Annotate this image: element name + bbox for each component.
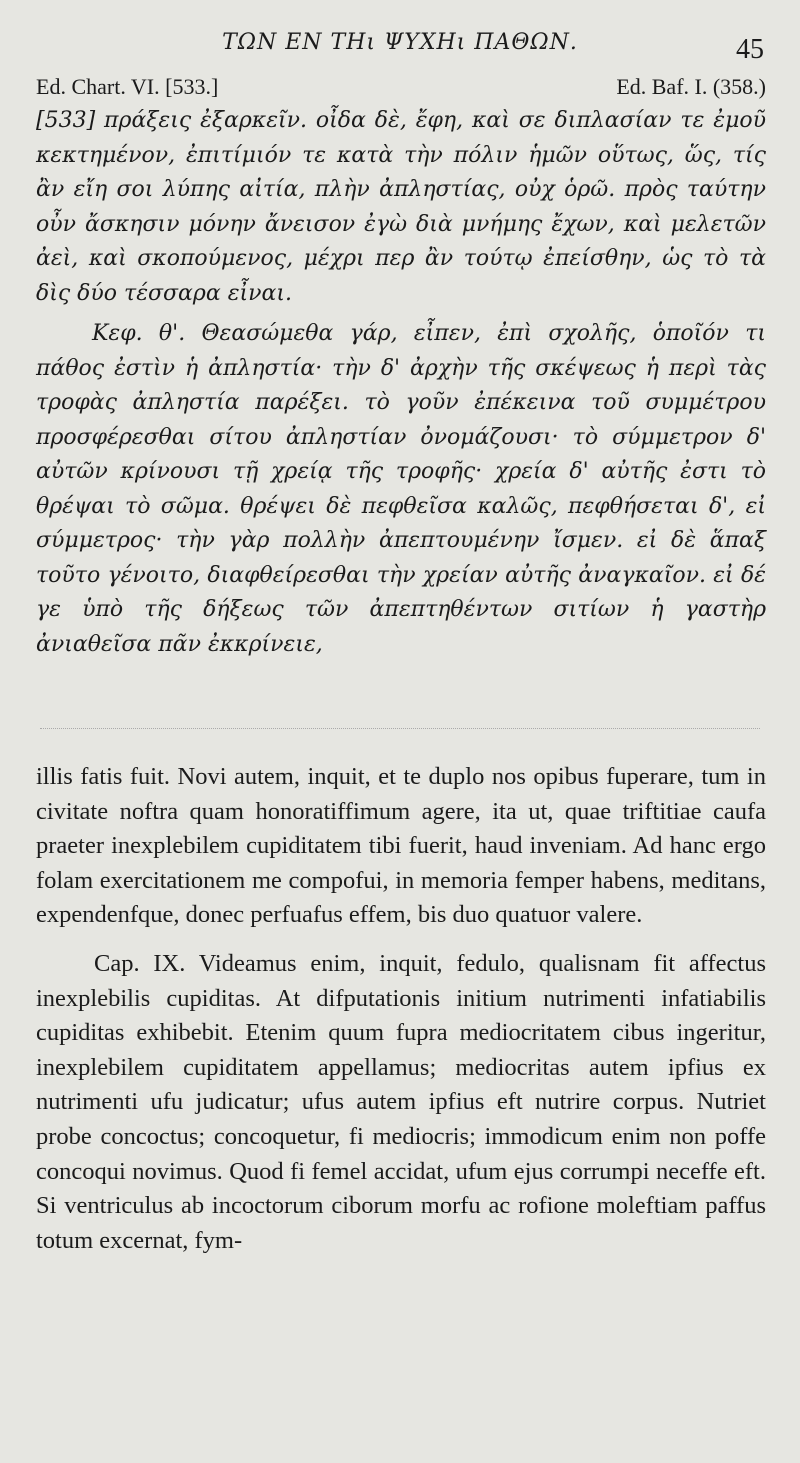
greek-paragraph-2: Κεφ. θ'. Θεασώμεθα γάρ, εἶπεν, ἐπὶ σχολῆς, ὁποῖόν τι πάθος ἐστὶν ἡ ἀπληστία· τὴν δ' ἀρχὴν τῆς σκέψεως ἡ περὶ τὰς τροφὰς ἀπληστία παρέξει. τὸ γοῦν ἐπέκεινα τοῦ συμμέτρου προσφέρεσθαι σίτου ἀπληστίαν ὀνομάζουσι· τὸ σύμμετρον δ' αὐτῶν κρίνουσι τῇ χρείᾳ τῆς τροφῆς· χρεία δ' αὐτῆς ἐστι τὸ θρέψαι τὸ σῶμα. θρέψει δὲ πεφθεῖσα καλῶς, πεφθήσεται δ', εἰ σύμμετρος· τὴν γὰρ πολλὴν ἀπεπτουμένην ἴσμεν. εἰ δὲ ἅπαξ τοῦτο γένοιτο, διαφθείρεσθαι τὴν χρείαν αὐτῆς ἀναγκαῖον. εἰ δέ γε ὑπὸ τῆς δήξεως τῶν ἀπεπτηθέντων σιτίων ἡ γαστὴρ ἀνιαθεῖσα πᾶν ἐκκρίνειε, — [36, 321, 766, 657]
latin-paragraph-1: illis fatis fuit. Novi autem, inquit, et te duplo nos opibus fuperare, tum in civitate noftra quam honoratiffimum agere, ita ut, quae triftitiae caufa praeter inexplebilem cupiditatem tibi fuerit, haud inveniam. Ad hanc ergo folam exercitationem me compofui, in memoria femper habens, meditans, expendenfque, donec perfuafus effem, bis duo quatuor valere. — [36, 763, 766, 929]
running-title: ΤΩΝ ΕΝ ΤΗι ΨΥΧΗι ΠΑΘΩΝ. — [222, 30, 578, 55]
page-number: 45 — [736, 34, 764, 65]
latin-paragraph-2: Cap. IX. Videamus enim, inquit, fedulo, qualisnam fit affectus inexplebilis cupiditas. At difputationis initium nutrimenti infatiabilis cupiditas exhibebit. Etenim quum fupra mediocritatem cibus ingeritur, inexplebilem cupiditatem appellamus; mediocritas autem ipfius ex nutrimenti ufu judicatur; ufus autem ipfius eft nutrire corpus. Nutriet probe concoctus; concoquetur, fi mediocris; immodicum enim non poffe concoqui novimus. Quod fi femel accidat, ufum ejus corrumpi neceffe eft. Si ventriculus ab incoctorum ciborum morfu ac rofione moleftiam paffus totum excernat, fym- — [36, 949, 766, 1254]
edition-references — [36, 74, 766, 104]
edition-basel-ref: Ed. Baf. I. (358.) — [616, 74, 766, 99]
column-divider — [40, 728, 760, 729]
edition-chartier-ref: Ed. Chart. VI. [533.] — [36, 74, 219, 99]
greek-text-block — [36, 104, 766, 662]
greek-paragraph-1: [533] πράξεις ἐξαρκεῖν. οἶδα δὲ, ἔφη, καὶ σε διπλασίαν τε ἐμοῦ κεκτημένον, ἐπιτίμιόν τε κατὰ τὴν πόλιν ἡμῶν οὕτως, ὥς, τίς ἂν εἴη σοι λύπης αἰτία, πλὴν ἀπληστίας, οὐχ ὁρῶ. πρὸς ταύτην οὖν ἄσκησιν μόνην ἄνεισον ἐγὼ διὰ μνήμης ἔχων, καὶ μελετῶν ἀεὶ, καὶ σκοπούμενος, μέχρι περ ἂν τούτῳ ἐπείσθην, ὡς τὸ τὰ δὶς δύο τέσσαρα εἶναι. — [36, 108, 766, 306]
latin-text-block — [36, 760, 766, 1258]
